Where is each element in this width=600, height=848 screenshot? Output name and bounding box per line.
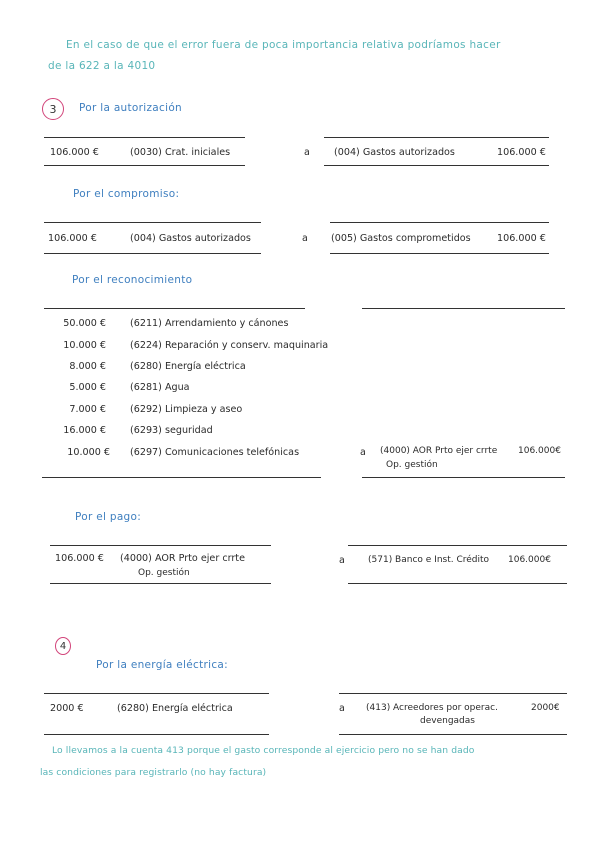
compromiso-debit-amount: 106.000 €	[48, 233, 97, 244]
reconocimiento-amount-1: 50.000 €	[63, 318, 106, 329]
pago-title: Por el pago:	[75, 511, 142, 523]
energia-rule-bottom-right	[339, 734, 567, 735]
reconocimiento-rule-top-left	[44, 308, 305, 309]
reconocimiento-account-5: (6292) Limpieza y aseo	[130, 404, 243, 415]
entry-rule-top-right	[324, 137, 549, 138]
pago-credit-account: (571) Banco e Inst. Crédito	[368, 555, 490, 565]
compromiso-title: Por el compromiso:	[73, 188, 180, 200]
section-3-title: Por la autorización	[79, 102, 183, 114]
reconocimiento-amount-7: 10.000 €	[67, 447, 110, 458]
reconocimiento-rule-top-right	[362, 308, 565, 309]
intro-line-1: En el caso de que el error fuera de poca importancia relativa podríamos hacer	[66, 39, 501, 51]
compromiso-debit-account: (004) Gastos autorizados	[130, 233, 251, 244]
autorizacion-a: a	[304, 147, 310, 158]
closing-line-1: Lo llevamos a la cuenta 413 porque el gasto corresponde al ejercicio pero no se han dado	[52, 745, 475, 756]
autorizacion-debit-amount: 106.000 €	[50, 147, 99, 158]
autorizacion-credit-amount: 106.000 €	[497, 147, 546, 158]
energia-debit-amount: 2000 €	[50, 703, 84, 714]
reconocimiento-account-3: (6280) Energía eléctrica	[130, 361, 246, 372]
reconocimiento-rule-bottom-right	[362, 477, 565, 478]
entry-rule-bottom-right	[324, 165, 549, 166]
pago-rule-bottom-right	[348, 583, 567, 584]
compromiso-rule-bottom-left	[44, 253, 261, 254]
reconocimiento-amount-6: 16.000 €	[63, 425, 106, 436]
reconocimiento-credit-account-1: (4000) AOR Prto ejer crrte	[380, 446, 498, 456]
reconocimiento-amount-5: 7.000 €	[69, 404, 106, 415]
pago-rule-top-right	[348, 545, 567, 546]
reconocimiento-amount-2: 10.000 €	[63, 340, 106, 351]
reconocimiento-credit-account-2: Op. gestión	[386, 460, 438, 470]
autorizacion-credit-account: (004) Gastos autorizados	[334, 147, 455, 158]
compromiso-credit-amount: 106.000 €	[497, 233, 546, 244]
autorizacion-debit-account: (0030) Crat. iniciales	[130, 147, 231, 158]
reconocimiento-credit-amount: 106.000€	[518, 446, 561, 456]
compromiso-credit-account: (005) Gastos comprometidos	[331, 233, 471, 244]
pago-debit-account-1: (4000) AOR Prto ejer crrte	[120, 553, 245, 564]
entry-rule-bottom-left	[44, 165, 245, 166]
section-3-number: 3	[42, 98, 64, 120]
section-4-title: Por la energía eléctrica:	[96, 659, 228, 671]
compromiso-rule-top-left	[44, 222, 261, 223]
reconocimiento-account-2: (6224) Reparación y conserv. maquinaria	[130, 340, 329, 351]
pago-rule-top-left	[50, 545, 271, 546]
reconocimiento-account-7: (6297) Comunicaciones telefónicas	[130, 447, 300, 458]
energia-rule-top-left	[44, 693, 269, 694]
reconocimiento-account-6: (6293) seguridad	[130, 425, 213, 436]
pago-rule-bottom-left	[50, 583, 271, 584]
section-4-number: 4	[55, 637, 71, 655]
energia-rule-bottom-left	[44, 734, 269, 735]
reconocimiento-amount-3: 8.000 €	[69, 361, 106, 372]
entry-rule-top-left	[44, 137, 245, 138]
pago-debit-account-2: Op. gestión	[138, 568, 190, 578]
energia-a: a	[339, 703, 345, 714]
reconocimiento-amount-4: 5.000 €	[69, 382, 106, 393]
pago-debit-amount: 106.000 €	[55, 553, 104, 564]
pago-a: a	[339, 555, 345, 566]
energia-rule-top-right	[339, 693, 567, 694]
reconocimiento-account-1: (6211) Arrendamiento y cánones	[130, 318, 289, 329]
compromiso-rule-top-right	[330, 222, 549, 223]
pago-credit-amount: 106.000€	[508, 555, 551, 565]
energia-debit-account: (6280) Energía eléctrica	[117, 703, 233, 714]
reconocimiento-rule-bottom-left	[42, 477, 321, 478]
reconocimiento-account-4: (6281) Agua	[130, 382, 190, 393]
compromiso-rule-bottom-right	[330, 253, 549, 254]
compromiso-a: a	[302, 233, 308, 244]
energia-credit-amount: 2000€	[531, 703, 560, 713]
reconocimiento-title: Por el reconocimiento	[72, 274, 193, 286]
energia-credit-account-1: (413) Acreedores por operac.	[366, 703, 498, 713]
closing-line-2: las condiciones para registrarlo (no hay factura)	[40, 767, 267, 778]
intro-line-2: de la 622 a la 4010	[48, 60, 156, 72]
reconocimiento-a: a	[360, 447, 366, 458]
energia-credit-account-2: devengadas	[420, 716, 475, 726]
